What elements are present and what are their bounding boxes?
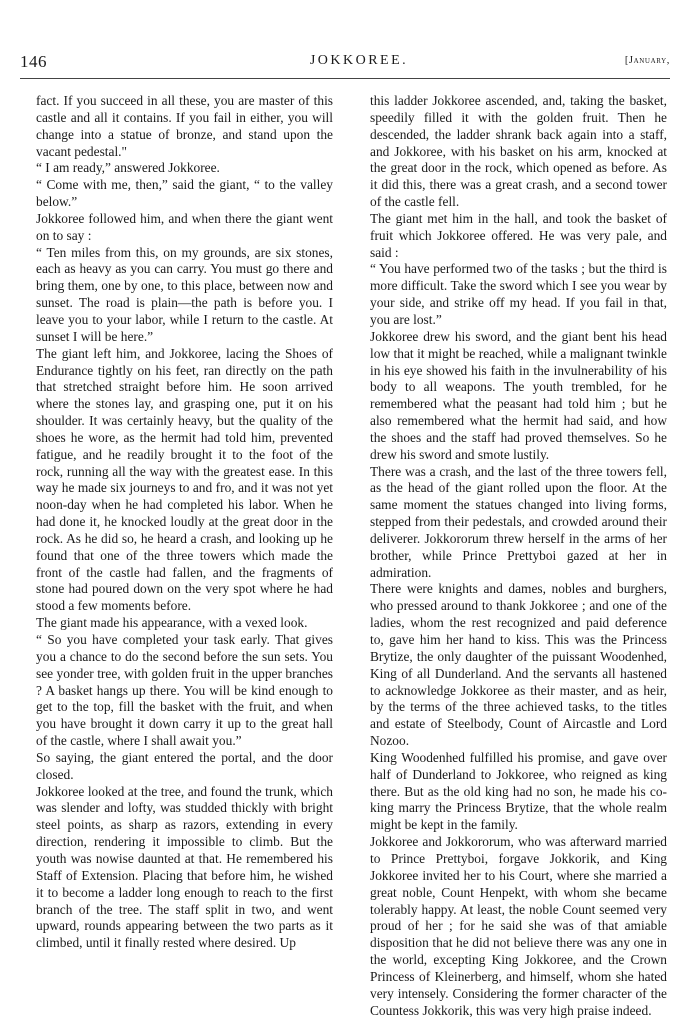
paragraph: So saying, the giant entered the portal, and the door closed. (36, 749, 333, 782)
paragraph: fact. If you succeed in all these, you are master of this castle and all it contains. If you fail in either, you will change into a statue of bronze, and stand upon the vacant pedestal." (36, 93, 333, 159)
running-title: JOKKOREE. (309, 53, 409, 68)
paragraph: There were knights and dames, nobles and burghers, who pressed around to thank Jokkoree ; and one of the ladies, whom the rest recognized and paid deference to, gave him her hand to kiss. This was the Princess Brytize, the only daughter of the puissant Woodenhed, King of all Dunderland. And the servants all hastened to acknowledge Jokkoree as their master, and as heir, by the terms of the three achieved tasks, to the titles and estate of Steelbody, Count of Aircastle and Lord Nozoo. (370, 581, 667, 749)
left-column (36, 93, 333, 952)
header-rule (20, 78, 670, 79)
paragraph: There was a crash, and the last of the three towers fell, as the head of the giant rolled upon the floor. At the same moment the statues changed into living forms, stepped from their pedestals, and crowded around their deliverer. Jokkororum threw herself in the arms of her brother, while Prince Prettyboi gazed at her in admiration. (370, 463, 667, 580)
paragraph: King Woodenhed fulfilled his promise, and gave over half of Dunderland to Jokkoree, who reigned as king there. But as the old king had no son, he made his co-king marry the Princess Brytize, that the whole realm might be kept in the family. (370, 749, 667, 833)
paragraph: “ I am ready,” answered Jokkoree. (36, 160, 220, 176)
paragraph: Jokkoree drew his sword, and the giant bent his head low that it might be reached, while a malignant twinkle in his eye showed his faith in the invulnerability of his body to all weapons. The youth trembled, for he remembered what the peasant had told him ; but he also remembered what the hermit had said, and how the shoes and the staff had proved themselves. So he drew his sword and smote lustily. (370, 328, 667, 462)
paragraph: “ You have performed two of the tasks ; but the third is more difficult. Take the sword which I see you wear by your side, and strike off my head. If you fail in that, you are lost.” (370, 261, 667, 327)
paragraph: Jokkoree looked at the tree, and found the trunk, which was slender and lofty, was studded thickly with bright steel points, as sharp as razors, extending in every direction, rendering it impossible to climb. But the youth was nowise daunted at that. He remembered his Staff of Extension. Placing that before him, he wished it to become a ladder long enough to reach to the first branch of the tree. The staff split in two, and went upward, rounds appearing between the two parts as it climbed, until it finally rested where desired. Up (36, 783, 333, 951)
paragraph: The giant made his appearance, with a vexed look. (36, 615, 308, 631)
right-column (370, 93, 667, 1019)
issue-month: [January, (624, 55, 670, 66)
paragraph: “ Ten miles from this, on my grounds, are six stones, each as heavy as you can carry. You must go there and bring them, one by one, to this place, between now and sunset. The road is plain—the path is before you. I leave you to your labor, while I return to the castle. At sunset I will be here.” (36, 244, 333, 344)
paragraph: The giant met him in the hall, and took the basket of fruit which Jokkoree offered. He was very pale, and said : (370, 210, 667, 260)
page-header (20, 52, 670, 74)
paragraph: “ Come with me, then,” said the giant, “ to the valley below.” (36, 177, 333, 210)
page-number: 146 (20, 52, 47, 71)
paragraph: this ladder Jokkoree ascended, and, taking the basket, speedily filled it with the golden fruit. Then he descended, the ladder shrank back again into a staff, and Jokkoree, with his basket on his arm, knocked at the great door in the rock, which opened as before. As it did this, there was a great crash, and a second tower of the castle fell. (370, 93, 667, 210)
paragraph: “ So you have completed your task early. That gives you a chance to do the second before the sun sets. You see yonder tree, with golden fruit in the upper branches ? A basket hangs up there. You will be kind enough to get to the top, fill the basket with the fruit, and when you have brought it down carry it up to the great hall of the castle, where I shall await you.” (36, 632, 333, 749)
paragraph: Jokkoree and Jokkororum, who was afterward married to Prince Prettyboi, forgave Jokkorik, and King Jokkoree invited her to his Court, where she married a great noble, Count Henpekt, with whom she became tolerably happy. At least, the noble Count seemed very proud of her ; for he said she was of that amiable disposition that he did not believe there was any one in the world, excepting King Jokkoree, and the Crown Princess of Kleinerberg, and himself, whom she hated very intensely. Considering the former character of the Countess Jokkorik, this was very high praise indeed. (370, 834, 667, 1018)
paragraph: The giant left him, and Jokkoree, lacing the Shoes of Endurance tightly on his feet, ran directly on the path that stretched straight before him. He soon arrived where the stones lay, and grasping one, put it on his shoulder. It was certainly heavy, but the quality of the shoes he wore, as the hermit had told him, prevented fatigue, and he readily brought it to the foot of the rock, running all the way with the greatest ease. In this way he made six journeys to and fro, and it was not yet noon-day when he had completed his labor. When he had done it, he knocked loudly at the great door in the rock. As he did so, he heard a crash, and looking up he found that one of the three towers which made the front of the castle had fallen, and the fragments of stone had poured down on the very spot where he had stood a few moments before. (36, 345, 333, 614)
paragraph: Jokkoree followed him, and when there the giant went on to say : (36, 210, 333, 243)
